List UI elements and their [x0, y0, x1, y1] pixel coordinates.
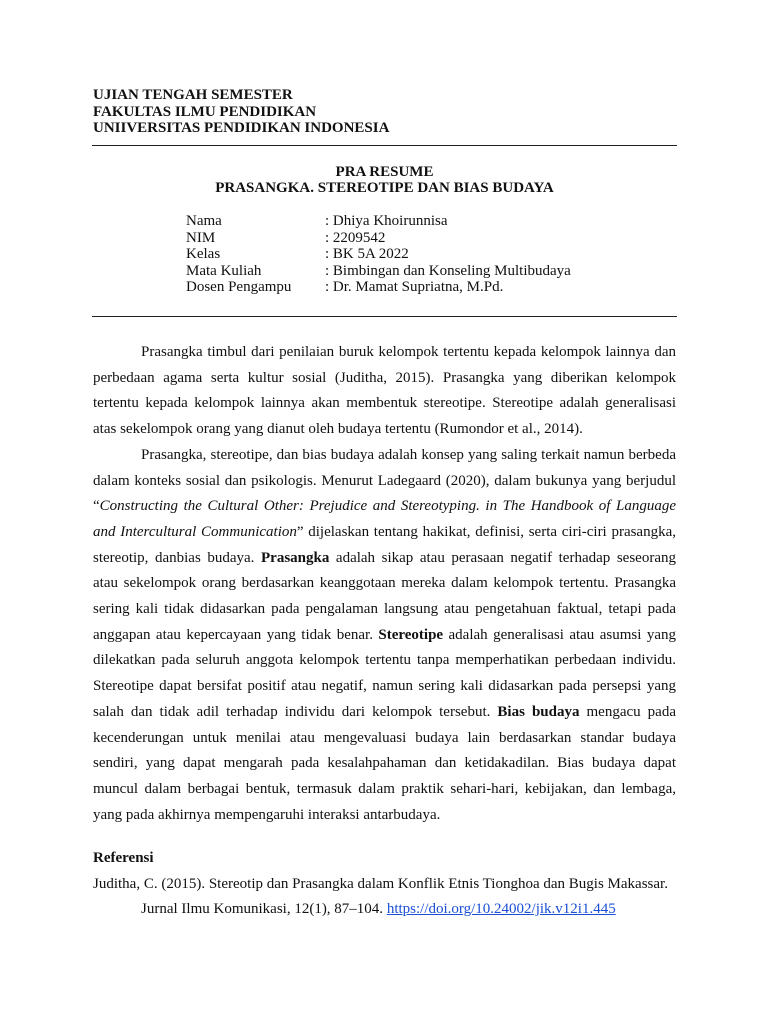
info-value: : Dr. Mamat Supriatna, M.Pd.: [325, 279, 504, 296]
references-heading: Referensi: [93, 850, 154, 866]
term-prasangka: Prasangka: [261, 549, 330, 566]
title-line-topic: PRASANGKA. STEREOTIPE DAN BIAS BUDAYA: [215, 180, 554, 196]
paragraph-concepts: [93, 443, 676, 829]
term-stereotipe: Stereotipe: [378, 626, 444, 643]
info-value: : 2209542: [325, 229, 386, 246]
references-section: [93, 846, 683, 923]
book-title: Constructing the Cultural Other: Prejudice and Stereotyping. in The Handbook of Language and Intercultural Communication: [93, 498, 676, 540]
info-value: : Dhiya Khoirunnisa: [325, 213, 448, 229]
text-segment: mengacu pada kecenderungan untuk menilai atau mengevaluasi budaya lain berdasarkan standar budaya sendiri, yang dapat mengarah pada kesalahpahaman dan ketidakadilan. Bias budaya dapat muncul dalam berbagai bentuk, termasuk dalam praktik sehari-hari, kebijakan, dan lembaga, yang pada akhirnya mempengaruhi interaksi antarbudaya.: [93, 703, 676, 823]
reference-text: Juditha, C. (2015). Stereotip dan Prasangka dalam Konflik Etnis Tionghoa dan Bugis Makassar. Jurnal Ilmu Komunikasi, 12(1), 87–104.: [93, 875, 668, 918]
info-value: : Bimbingan dan Konseling Multibudaya: [325, 262, 571, 279]
info-row-dosen: [186, 279, 571, 296]
reference-doi-link[interactable]: https://doi.org/10.24002/jik.v12i1.445: [386, 901, 616, 918]
info-row-kelas: [186, 246, 571, 263]
reference-entry: [93, 872, 683, 923]
student-info: [186, 213, 571, 296]
text-segment: Prasangka, stereotipe, dan bias budaya adalah konsep yang saling terkait namun berbeda dalam konteks sosial dan psikologis. Menurut Ladegaard (2020), dalam bukunya yang berjudul “: [93, 446, 676, 515]
info-divider: [92, 316, 677, 317]
paragraph-intro: Prasangka timbul dari penilaian buruk kelompok tertentu kepada kelompok lainnya dan perbedaan agama serta kultur sosial (Juditha, 2015). Prasangka yang diberikan kelompok tertentu kepada kelompok lainnya akan membentuk stereotipe. Stereotipe adalah generalisasi atas sekelompok orang yang dianut oleh budaya tertentu (Rumondor et al., 2014).: [93, 344, 676, 438]
document-header: [93, 87, 389, 137]
info-label: Mata Kuliah: [186, 262, 262, 279]
info-row-nim: [186, 230, 571, 247]
info-label: Nama: [186, 213, 222, 229]
text-segment: ” dijelaskan tentang hakikat, definisi, serta ciri-ciri prasangka, stereotip, danbias budaya.: [93, 523, 677, 566]
info-label: NIM: [186, 229, 216, 246]
header-line-university: UNIIVERSITAS PENDIDIKAN INDONESIA: [93, 120, 390, 136]
document-title: [92, 164, 677, 196]
document-body: [93, 340, 676, 828]
info-row-mata-kuliah: [186, 263, 571, 280]
header-line-exam: UJIAN TENGAH SEMESTER: [93, 87, 293, 103]
info-value: : BK 5A 2022: [325, 246, 409, 263]
header-divider: [92, 145, 677, 146]
text-segment: adalah generalisasi atau asumsi yang dilekatkan pada seluruh anggota kelompok tertentu tanpa memperhatikan perbedaan individu. Stereotipe dapat bersifat positif atau negatif, namun sering kali didasarkan pada persepsi yang salah dan tidak adil terhadap individu dari kelompok tersebut.: [93, 626, 676, 720]
header-line-faculty: FAKULTAS ILMU PENDIDIKAN: [93, 103, 317, 120]
term-bias-budaya: Bias budaya: [497, 703, 580, 720]
info-label: Kelas: [186, 246, 221, 263]
info-row-nama: [186, 213, 571, 230]
title-line-resume: PRA RESUME: [335, 164, 434, 180]
text-segment: adalah sikap atau perasaan negatif terhadap seseorang atau sekelompok orang berdasarkan keanggotaan mereka dalam kelompok tertentu. Prasangka sering kali tidak didasarkan pada pengalaman langsung atau pengetahuan faktual, tetapi pada anggapan atau kepercayaan yang tidak benar.: [93, 549, 676, 643]
info-label: Dosen Pengampu: [186, 279, 292, 296]
